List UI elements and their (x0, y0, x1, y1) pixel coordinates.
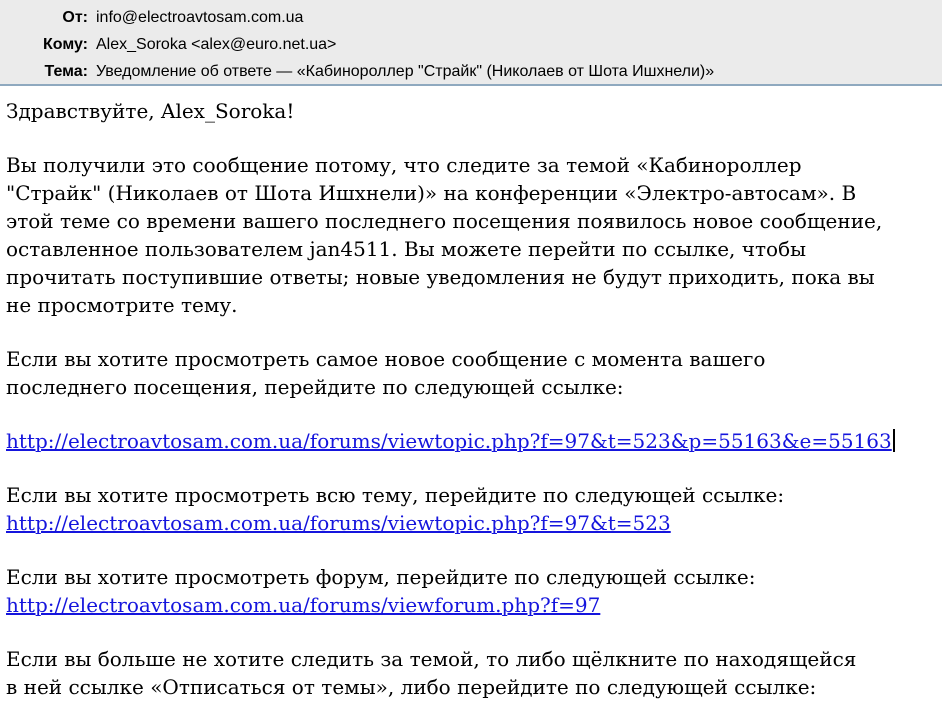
to-value: Alex_Soroka <alex@euro.net.ua> (96, 36, 337, 53)
hyperlink[interactable]: http://electroavtosam.com.ua/forums/viewtopic.php?f=97&t=523&p=55163&e=55163 (6, 429, 892, 453)
text-line (6, 427, 942, 455)
header-row-subject (0, 58, 942, 85)
paragraph (6, 645, 942, 701)
subject-label: Тема: (44, 63, 88, 80)
text-line (6, 207, 942, 235)
text-segment: прочитать поступившие ответы; новые уведомления не будут приходить, пока вы (6, 265, 875, 289)
paragraph (6, 97, 942, 125)
paragraph (6, 151, 942, 319)
from-label: От: (62, 9, 88, 26)
text-line (6, 563, 942, 591)
text-segment: последнего посещения, перейдите по следующей ссылке: (6, 375, 624, 399)
text-segment: не просмотрите тему. (6, 293, 238, 317)
header-row-from (0, 4, 942, 31)
text-segment: Если вы хотите просмотреть форум, перейдите по следующей ссылке: (6, 565, 756, 589)
paragraph (6, 345, 942, 401)
text-segment: оставленное пользователем jan4511. Вы можете перейти по ссылке, чтобы (6, 237, 807, 261)
text-segment: Здравствуйте, Alex_Soroka! (6, 99, 295, 123)
text-segment: в ней ссылке «Отписаться от темы», либо перейдите по следующей ссылке: (6, 675, 817, 699)
text-segment: этой теме со времени вашего последнего посещения появилось новое сообщение, (6, 209, 883, 233)
text-line (6, 345, 942, 373)
text-line (6, 373, 942, 401)
subject-value: Уведомление об ответе — «Кабинороллер "Страйк" (Николаев от Шота Ишхнели)» (96, 63, 715, 80)
text-line (6, 645, 942, 673)
text-line (6, 151, 942, 179)
text-line (6, 591, 942, 619)
header-row-to (0, 31, 942, 58)
text-line (6, 291, 942, 319)
to-label: Кому: (43, 36, 88, 53)
from-value: info@electroavtosam.com.ua (96, 9, 304, 26)
text-line (6, 263, 942, 291)
text-line (6, 673, 942, 701)
email-header (0, 0, 942, 86)
text-line (6, 235, 942, 263)
paragraph (6, 427, 942, 455)
text-segment: Вы получили это сообщение потому, что следите за темой «Кабинороллер (6, 153, 802, 177)
text-segment: Если вы хотите просмотреть всю тему, перейдите по следующей ссылке: (6, 483, 785, 507)
text-segment: "Страйк" (Николаев от Шота Ишхнели)» на конференции «Электро-автосам». В (6, 181, 857, 205)
hyperlink[interactable]: http://electroavtosam.com.ua/forums/viewtopic.php?f=97&t=523 (6, 511, 671, 535)
text-line (6, 481, 942, 509)
text-line (6, 509, 942, 537)
hyperlink[interactable]: http://electroavtosam.com.ua/forums/viewforum.php?f=97 (6, 593, 601, 617)
email-body (0, 86, 942, 701)
text-caret (893, 429, 895, 452)
text-segment: Если вы хотите просмотреть самое новое сообщение с момента вашего (6, 347, 766, 371)
text-segment: Если вы больше не хотите следить за темой, то либо щёлкните по находящейся (6, 647, 857, 671)
paragraph (6, 563, 942, 619)
paragraph (6, 481, 942, 537)
text-line (6, 97, 942, 125)
text-line (6, 179, 942, 207)
